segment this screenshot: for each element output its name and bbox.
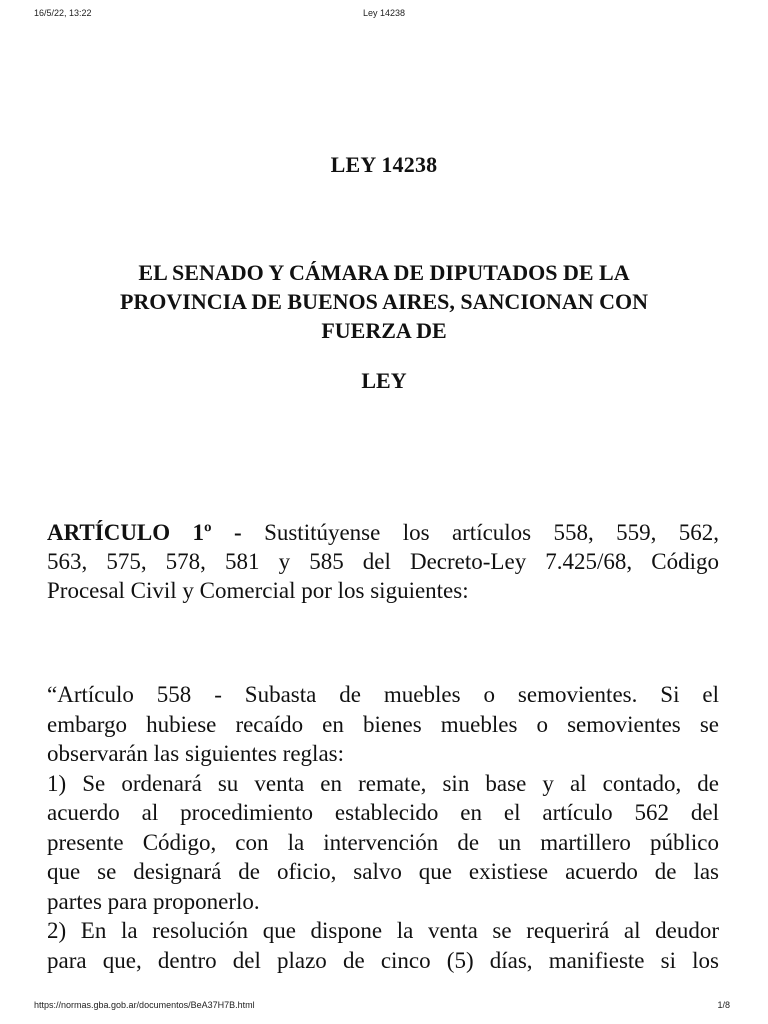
article-558-line: presente Código, con la intervención de un martillero público — [47, 829, 719, 855]
law-title: LEY 14238 — [330, 152, 438, 177]
article-558-line: observarán las siguientes reglas: — [47, 741, 344, 766]
enactment-formula — [40, 258, 728, 345]
article-1-label: ARTÍCULO 1º - — [47, 520, 242, 545]
page-number: 1/8 — [717, 1000, 730, 1010]
article-558-line: para que, dentro del plazo de cinco (5) días, manifieste si los — [47, 947, 719, 973]
article-558-line: acuerdo al procedimiento establecido en el artículo 562 del — [47, 800, 719, 825]
article-558-text — [47, 680, 719, 975]
enactment-line: FUERZA DE — [321, 318, 447, 343]
article-558-line: 1) Se ordenará su venta en remate, sin base y al contado, de — [47, 770, 719, 796]
article-1 — [47, 518, 719, 605]
article-1-text: Sustitúyense los artículos 558, 559, 562, — [264, 520, 720, 545]
article-558-line: que se designará de oficio, salvo que existiese acuerdo de las — [47, 859, 719, 884]
enactment-line: PROVINCIA DE BUENOS AIRES, SANCIONAN CON — [119, 289, 649, 314]
article-1-line: 563, 575, 578, 581 y 585 del Decreto-Ley 7.425/68, Código — [47, 549, 719, 574]
article-558-line: partes para proponerlo. — [47, 888, 260, 914]
source-url[interactable]: https://normas.gba.gob.ar/documentos/BeA37H7B.html — [34, 1000, 255, 1010]
article-1-line: Procesal Civil y Comercial por los siguientes: — [47, 578, 469, 603]
print-datetime: 16/5/22, 13:22 — [34, 8, 92, 18]
article-558-line: embargo hubiese recaído en bienes muebles o semovientes se — [47, 711, 719, 737]
print-page-title: Ley 14238 — [362, 8, 406, 18]
article-558-line: “Artículo 558 - Subasta de muebles o semovientes. Si el — [47, 682, 719, 707]
article-1-line — [47, 518, 719, 547]
ley-heading: LEY — [361, 368, 407, 393]
enactment-line: EL SENADO Y CÁMARA DE DIPUTADOS DE LA — [138, 260, 630, 285]
article-558-line: 2) En la resolución que dispone la venta se requerirá al deudor — [47, 918, 719, 943]
